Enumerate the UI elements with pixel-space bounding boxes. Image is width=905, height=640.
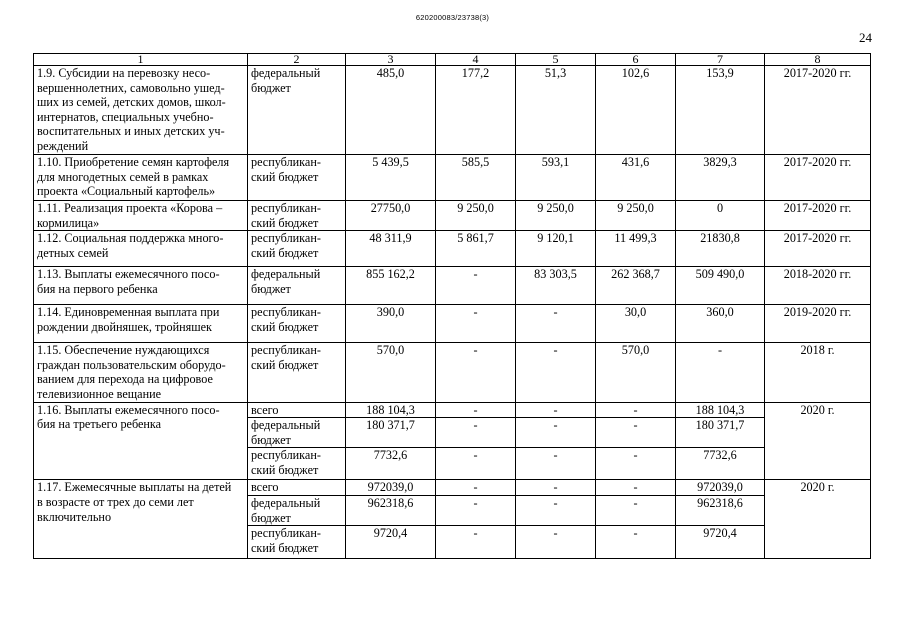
amount-cell: 962318,6 [676, 495, 765, 525]
text-line: 1.15. Обеспечение нуждающихся [37, 343, 210, 358]
amount-cell: 9 250,0 [516, 201, 596, 231]
table-row [34, 66, 871, 155]
text-line: республикан- [251, 343, 321, 358]
table-row [34, 305, 871, 343]
amount-cell: 11 499,3 [596, 231, 676, 267]
text-line: 1.13. Выплаты ежемесячного посо- [37, 267, 220, 282]
funding-source-cell [248, 448, 346, 480]
amount-cell: 83 303,5 [516, 267, 596, 305]
funding-source-cell [248, 66, 346, 155]
text-line: воспитательных и иных детских уч- [37, 124, 225, 139]
funding-source-cell [248, 343, 346, 402]
measure-name-cell [34, 267, 248, 305]
text-line: республикан- [251, 526, 321, 541]
text-line: республикан- [251, 448, 321, 463]
text-line: всего [251, 402, 279, 417]
table-row [34, 231, 871, 267]
funding-source-cell [248, 418, 346, 448]
amount-cell: - [516, 448, 596, 480]
measure-name-cell [34, 305, 248, 343]
text-line: 1.17. Ежемесячные выплаты на детей [37, 480, 232, 495]
amount-cell: 9 120,1 [516, 231, 596, 267]
funding-source-cell [248, 155, 346, 201]
amount-cell: - [516, 526, 596, 559]
funding-source-cell [248, 402, 346, 418]
amount-cell: 5 439,5 [346, 155, 436, 201]
table-row [34, 480, 871, 496]
amount-cell: 27750,0 [346, 201, 436, 231]
program-table [33, 53, 871, 559]
amount-cell: 509 490,0 [676, 267, 765, 305]
text-line: ванием для перехода на цифровое [37, 372, 213, 387]
text-line: республикан- [251, 155, 321, 169]
amount-cell: - [596, 480, 676, 496]
amount-cell: 390,0 [346, 305, 436, 343]
amount-cell: 153,9 [676, 66, 765, 155]
text-line: бюджет [251, 510, 291, 525]
amount-cell: 855 162,2 [346, 267, 436, 305]
amount-cell: 102,6 [596, 66, 676, 155]
text-line: ский бюджет [251, 357, 319, 372]
amount-cell: 570,0 [596, 343, 676, 402]
table-row [34, 343, 871, 402]
amount-cell: - [676, 343, 765, 402]
funding-source-cell [248, 201, 346, 231]
text-line: 1.9. Субсидии на перевозку несо- [37, 66, 211, 80]
period-cell: 2017-2020 гг. [765, 155, 871, 201]
amount-cell: - [596, 495, 676, 525]
funding-source-cell [248, 480, 346, 496]
column-number-4: 4 [436, 54, 516, 66]
amount-cell: - [436, 305, 516, 343]
amount-cell: 9720,4 [346, 526, 436, 559]
amount-cell: 0 [676, 201, 765, 231]
table-row [34, 155, 871, 201]
amount-cell: - [516, 305, 596, 343]
text-line: телевизионное вещание [37, 386, 162, 401]
column-number-1: 1 [34, 54, 248, 66]
funding-source-cell [248, 495, 346, 525]
text-line: ский бюджет [251, 462, 319, 477]
column-number-5: 5 [516, 54, 596, 66]
text-line: федеральный [251, 66, 321, 80]
table-row [34, 402, 871, 418]
page-number: 24 [859, 30, 872, 45]
measure-name-cell [34, 155, 248, 201]
amount-cell: - [436, 343, 516, 402]
text-line: бюджет [251, 80, 291, 95]
amount-cell: 360,0 [676, 305, 765, 343]
amount-cell: - [596, 448, 676, 480]
period-cell: 2020 г. [765, 480, 871, 559]
column-number-8: 8 [765, 54, 871, 66]
amount-cell: 188 104,3 [346, 402, 436, 418]
text-line: для многодетных семей в рамках [37, 169, 209, 184]
amount-cell: - [516, 480, 596, 496]
amount-cell: 188 104,3 [676, 402, 765, 418]
amount-cell: 3829,3 [676, 155, 765, 201]
text-line: бия на третьего ребенка [37, 417, 162, 432]
text-line: проекта «Социальный картофель» [37, 184, 216, 199]
text-line: ский бюджет [251, 215, 319, 230]
text-line: рождении двойняшек, тройняшек [37, 319, 212, 334]
measure-name-cell [34, 480, 248, 559]
text-line: вершеннолетних, самовольно ушед- [37, 80, 225, 95]
table-row [34, 201, 871, 231]
text-line: в возрасте от трех до семи лет [37, 494, 194, 509]
amount-cell: 7732,6 [676, 448, 765, 480]
amount-cell: 5 861,7 [436, 231, 516, 267]
text-line: ский бюджет [251, 319, 319, 334]
column-number-6: 6 [596, 54, 676, 66]
amount-cell: - [436, 526, 516, 559]
measure-name-cell [34, 201, 248, 231]
funding-source-cell [248, 526, 346, 559]
period-cell: 2017-2020 гг. [765, 231, 871, 267]
funding-source-cell [248, 267, 346, 305]
amount-cell: 48 311,9 [346, 231, 436, 267]
text-line: ский бюджет [251, 540, 319, 555]
period-cell: 2018 г. [765, 343, 871, 402]
column-number-7: 7 [676, 54, 765, 66]
amount-cell: 180 371,7 [676, 418, 765, 448]
text-line: граждан пользовательским оборудо- [37, 357, 226, 372]
amount-cell: - [436, 402, 516, 418]
amount-cell: 177,2 [436, 66, 516, 155]
amount-cell: 9 250,0 [596, 201, 676, 231]
text-line: всего [251, 480, 279, 495]
amount-cell: - [436, 495, 516, 525]
text-line: ский бюджет [251, 169, 319, 184]
table-row [34, 267, 871, 305]
text-line: бюджет [251, 432, 291, 447]
amount-cell: 30,0 [596, 305, 676, 343]
amount-cell: 9720,4 [676, 526, 765, 559]
amount-cell: 7732,6 [346, 448, 436, 480]
amount-cell: 972039,0 [676, 480, 765, 496]
amount-cell: 593,1 [516, 155, 596, 201]
period-cell: 2020 г. [765, 402, 871, 480]
amount-cell: - [596, 526, 676, 559]
amount-cell: - [436, 480, 516, 496]
amount-cell: - [516, 495, 596, 525]
period-cell: 2017-2020 гг. [765, 66, 871, 155]
document-code: 620200083/23738(3) [415, 13, 490, 22]
amount-cell: 51,3 [516, 66, 596, 155]
amount-cell: 431,6 [596, 155, 676, 201]
text-line: бюджет [251, 281, 291, 296]
period-cell: 2017-2020 гг. [765, 201, 871, 231]
amount-cell: - [436, 448, 516, 480]
amount-cell: - [516, 343, 596, 402]
amount-cell: 972039,0 [346, 480, 436, 496]
text-line: реждений [37, 138, 89, 153]
amount-cell: 485,0 [346, 66, 436, 155]
text-line: 1.14. Единовременная выплата при [37, 305, 220, 320]
text-line: федеральный [251, 495, 321, 510]
amount-cell: - [596, 418, 676, 448]
text-line: республикан- [251, 201, 321, 215]
header-row [34, 54, 871, 66]
text-line: 1.16. Выплаты ежемесячного посо- [37, 402, 220, 417]
text-line: 1.11. Реализация проекта «Корова – [37, 201, 223, 215]
amount-cell: - [436, 418, 516, 448]
text-line: кормилица» [37, 215, 100, 230]
text-line: детных семей [37, 245, 109, 260]
text-line: интернатов, специальных учебно- [37, 109, 214, 124]
measure-name-cell [34, 343, 248, 402]
amount-cell: 9 250,0 [436, 201, 516, 231]
amount-cell: - [436, 267, 516, 305]
text-line: ших из семей, детских домов, школ- [37, 95, 226, 110]
column-number-2: 2 [248, 54, 346, 66]
column-number-3: 3 [346, 54, 436, 66]
amount-cell: 570,0 [346, 343, 436, 402]
amount-cell: 962318,6 [346, 495, 436, 525]
amount-cell: 180 371,7 [346, 418, 436, 448]
amount-cell: 21830,8 [676, 231, 765, 267]
text-line: 1.12. Социальная поддержка много- [37, 231, 224, 246]
measure-name-cell [34, 231, 248, 267]
amount-cell: - [516, 418, 596, 448]
text-line: федеральный [251, 418, 321, 433]
text-line: республикан- [251, 305, 321, 320]
funding-source-cell [248, 231, 346, 267]
period-cell: 2019-2020 гг. [765, 305, 871, 343]
measure-name-cell [34, 402, 248, 480]
text-line: ский бюджет [251, 245, 319, 260]
amount-cell: 585,5 [436, 155, 516, 201]
text-line: республикан- [251, 231, 321, 246]
text-line: бия на первого ребенка [37, 281, 158, 296]
text-line: федеральный [251, 267, 321, 282]
amount-cell: - [596, 402, 676, 418]
amount-cell: 262 368,7 [596, 267, 676, 305]
text-line: включительно [37, 509, 112, 524]
amount-cell: - [516, 402, 596, 418]
measure-name-cell [34, 66, 248, 155]
period-cell: 2018-2020 гг. [765, 267, 871, 305]
funding-source-cell [248, 305, 346, 343]
text-line: 1.10. Приобретение семян картофеля [37, 155, 230, 169]
